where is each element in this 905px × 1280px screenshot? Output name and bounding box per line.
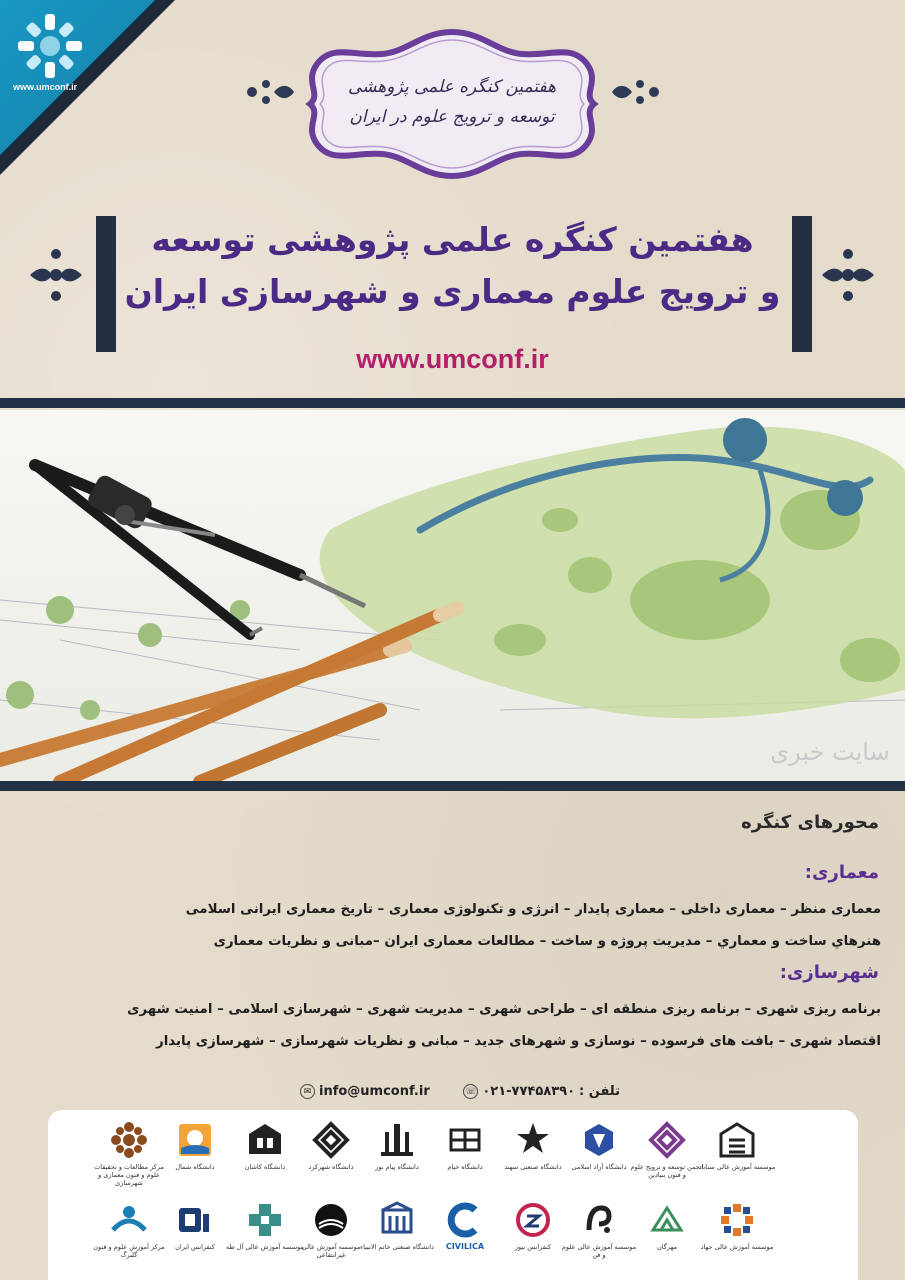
civilica-label: CIVILICA (445, 1242, 485, 1251)
phone-text[interactable]: ۰۲۱-۷۷۴۵۸۳۹۰ (482, 1084, 576, 1099)
hero-watermark: سایت خبری (770, 738, 890, 766)
sponsor-logos-panel (48, 1110, 858, 1280)
logo-caption: انجمن توسعه و ترویج علوم و فنون بنیادین (630, 1163, 704, 1179)
cartouche-line-1: هفتمین کنگره علمی پژوهشی (347, 77, 557, 97)
corner-url[interactable]: www.umconf.ir (13, 82, 78, 92)
hero-image (0, 410, 905, 782)
logo-caption: مرکز آموزش علوم و فنون گلبرگ (93, 1243, 165, 1259)
sponsor-logo[interactable] (358, 1120, 436, 1190)
sponsor-logo[interactable] (698, 1120, 776, 1190)
logo-caption: دانشگاه شهرکرد (308, 1163, 354, 1171)
shahrekord-university-icon (309, 1120, 353, 1160)
umconf-logo-icon (14, 10, 86, 82)
civilica-icon (443, 1200, 487, 1240)
sponsor-logo[interactable] (560, 1120, 638, 1190)
urbanism-line-2: اقتصاد شهری – بافت های فرسوده – نوسازی و شهرهای جدید – مبانی و نظریات شهرسازی – شهرسازی پایدار (156, 1034, 881, 1049)
drafting-illustration (0, 410, 905, 782)
architecture-heading: معماری: (804, 862, 879, 883)
corner-badge (0, 0, 215, 215)
contact-row (290, 1084, 620, 1106)
aletaha-institute-icon (243, 1200, 287, 1240)
shomal-university-icon (173, 1120, 217, 1160)
logo-caption: موسسه آموزش عالی علوم و فن (561, 1243, 637, 1259)
urbanism-heading: شهرسازی: (779, 962, 879, 983)
urbanism-line-1: برنامه ریزی شهری – برنامه ریزی منطقه ای – طراحی شهری – مدیریت شهری – شهرسازی اسلامی – امنیت شهری (127, 1002, 881, 1017)
logo-caption: موسسه آموزش عالی غیرانتفاعی (301, 1243, 361, 1259)
architecture-line-2: هنرهاي ساخت و معماري – مدیریت پروژه و ساخت – مطالعات معماری ایران –مبانی و نظریات معماری (213, 934, 881, 949)
sponsor-logo[interactable] (358, 1200, 436, 1270)
right-flourish-icon (610, 72, 662, 112)
cartouche-badge (282, 24, 622, 184)
phone-block (463, 1084, 620, 1099)
logo-caption: دانشگاه پیام نور (375, 1163, 419, 1171)
sanabad-institute-icon (715, 1120, 759, 1160)
mail-icon: ✉ (300, 1084, 315, 1099)
title-ornament-left-icon (26, 240, 86, 310)
sponsor-logo[interactable] (426, 1200, 504, 1270)
sponsor-logo[interactable] (628, 1200, 706, 1270)
association-diamond-icon (645, 1120, 689, 1160)
hero-border-top (0, 398, 905, 408)
logo-caption: دانشگاه صنعتی سهند (504, 1163, 562, 1171)
khatam-university-icon (375, 1200, 419, 1240)
title-bar-left (96, 216, 116, 352)
logo-caption: دانشگاه صنعتی خاتم الانبیاء (360, 1243, 434, 1251)
flower-seal-icon (107, 1120, 151, 1160)
phone-icon: ☏ (463, 1084, 478, 1099)
logo-caption: موسسه آموزش عالی سناباد (698, 1163, 776, 1171)
logo-caption: دانشگاه آزاد اسلامی (571, 1163, 627, 1171)
sponsor-logo[interactable] (156, 1200, 234, 1270)
logo-caption: کنفرانس ایران (175, 1243, 215, 1251)
logo-caption: موسسه آموزش عالی جهاد (700, 1243, 774, 1251)
title-bar-right (792, 216, 812, 352)
khayyam-university-icon (443, 1120, 487, 1160)
left-flourish-icon (244, 72, 296, 112)
sponsor-logo[interactable] (628, 1120, 706, 1190)
logo-caption: مرکز مطالعات و تحقیقات علوم و فنون معماری و شهرسازی (94, 1163, 164, 1187)
mehregan-icon (645, 1200, 689, 1240)
title-ornament-right-icon (818, 240, 878, 310)
page-title (120, 214, 785, 318)
conference-iran-icon (173, 1200, 217, 1240)
payame-noor-icon (375, 1120, 419, 1160)
architecture-line-1: معماری منظر – معماری داخلی – معماری پایدار – انرژی و تکنولوژی معماری – تاریخ معماری ایرانی اسلامی (185, 902, 881, 917)
main-url-link[interactable]: www.umconf.ir (356, 344, 549, 374)
sponsor-logo[interactable] (560, 1200, 638, 1270)
logo-caption: مهرگان (657, 1243, 677, 1251)
logo-caption: کنفرانس نیوز (514, 1243, 552, 1251)
logo-caption: موسسه آموزش عالی آل طه (226, 1243, 304, 1251)
sponsor-logo[interactable] (698, 1200, 776, 1270)
logo-caption: دانشگاه شمال (175, 1163, 215, 1171)
sponsor-logo[interactable] (426, 1120, 504, 1190)
sahand-university-icon (511, 1120, 555, 1160)
jahad-institute-icon (715, 1200, 759, 1240)
logo-caption: دانشگاه کاشان (244, 1163, 286, 1171)
email-block[interactable] (300, 1084, 430, 1099)
cartouche-line-2: توسعه و ترویج علوم در ایران (349, 107, 555, 127)
sponsor-logo[interactable] (156, 1120, 234, 1190)
institute-circle-icon (309, 1200, 353, 1240)
phone-label: تلفن : (579, 1084, 620, 1099)
axes-heading: محورهای کنگره (741, 812, 879, 833)
hero-border-bottom (0, 781, 905, 791)
title-line-1: هفتمین کنگره علمی پژوهشی توسعه (151, 220, 754, 259)
cartouche-text (282, 72, 622, 132)
logo-caption: دانشگاه خیام (447, 1163, 483, 1171)
kashan-university-icon (243, 1120, 287, 1160)
email-text[interactable]: info@umconf.ir (319, 1084, 430, 1099)
title-line-2: و ترویج علوم معماری و شهرسازی ایران (124, 272, 781, 311)
conference-news-icon (511, 1200, 555, 1240)
golbarg-center-icon (107, 1200, 151, 1240)
azad-university-icon (577, 1120, 621, 1160)
science-institute-icon (577, 1200, 621, 1240)
